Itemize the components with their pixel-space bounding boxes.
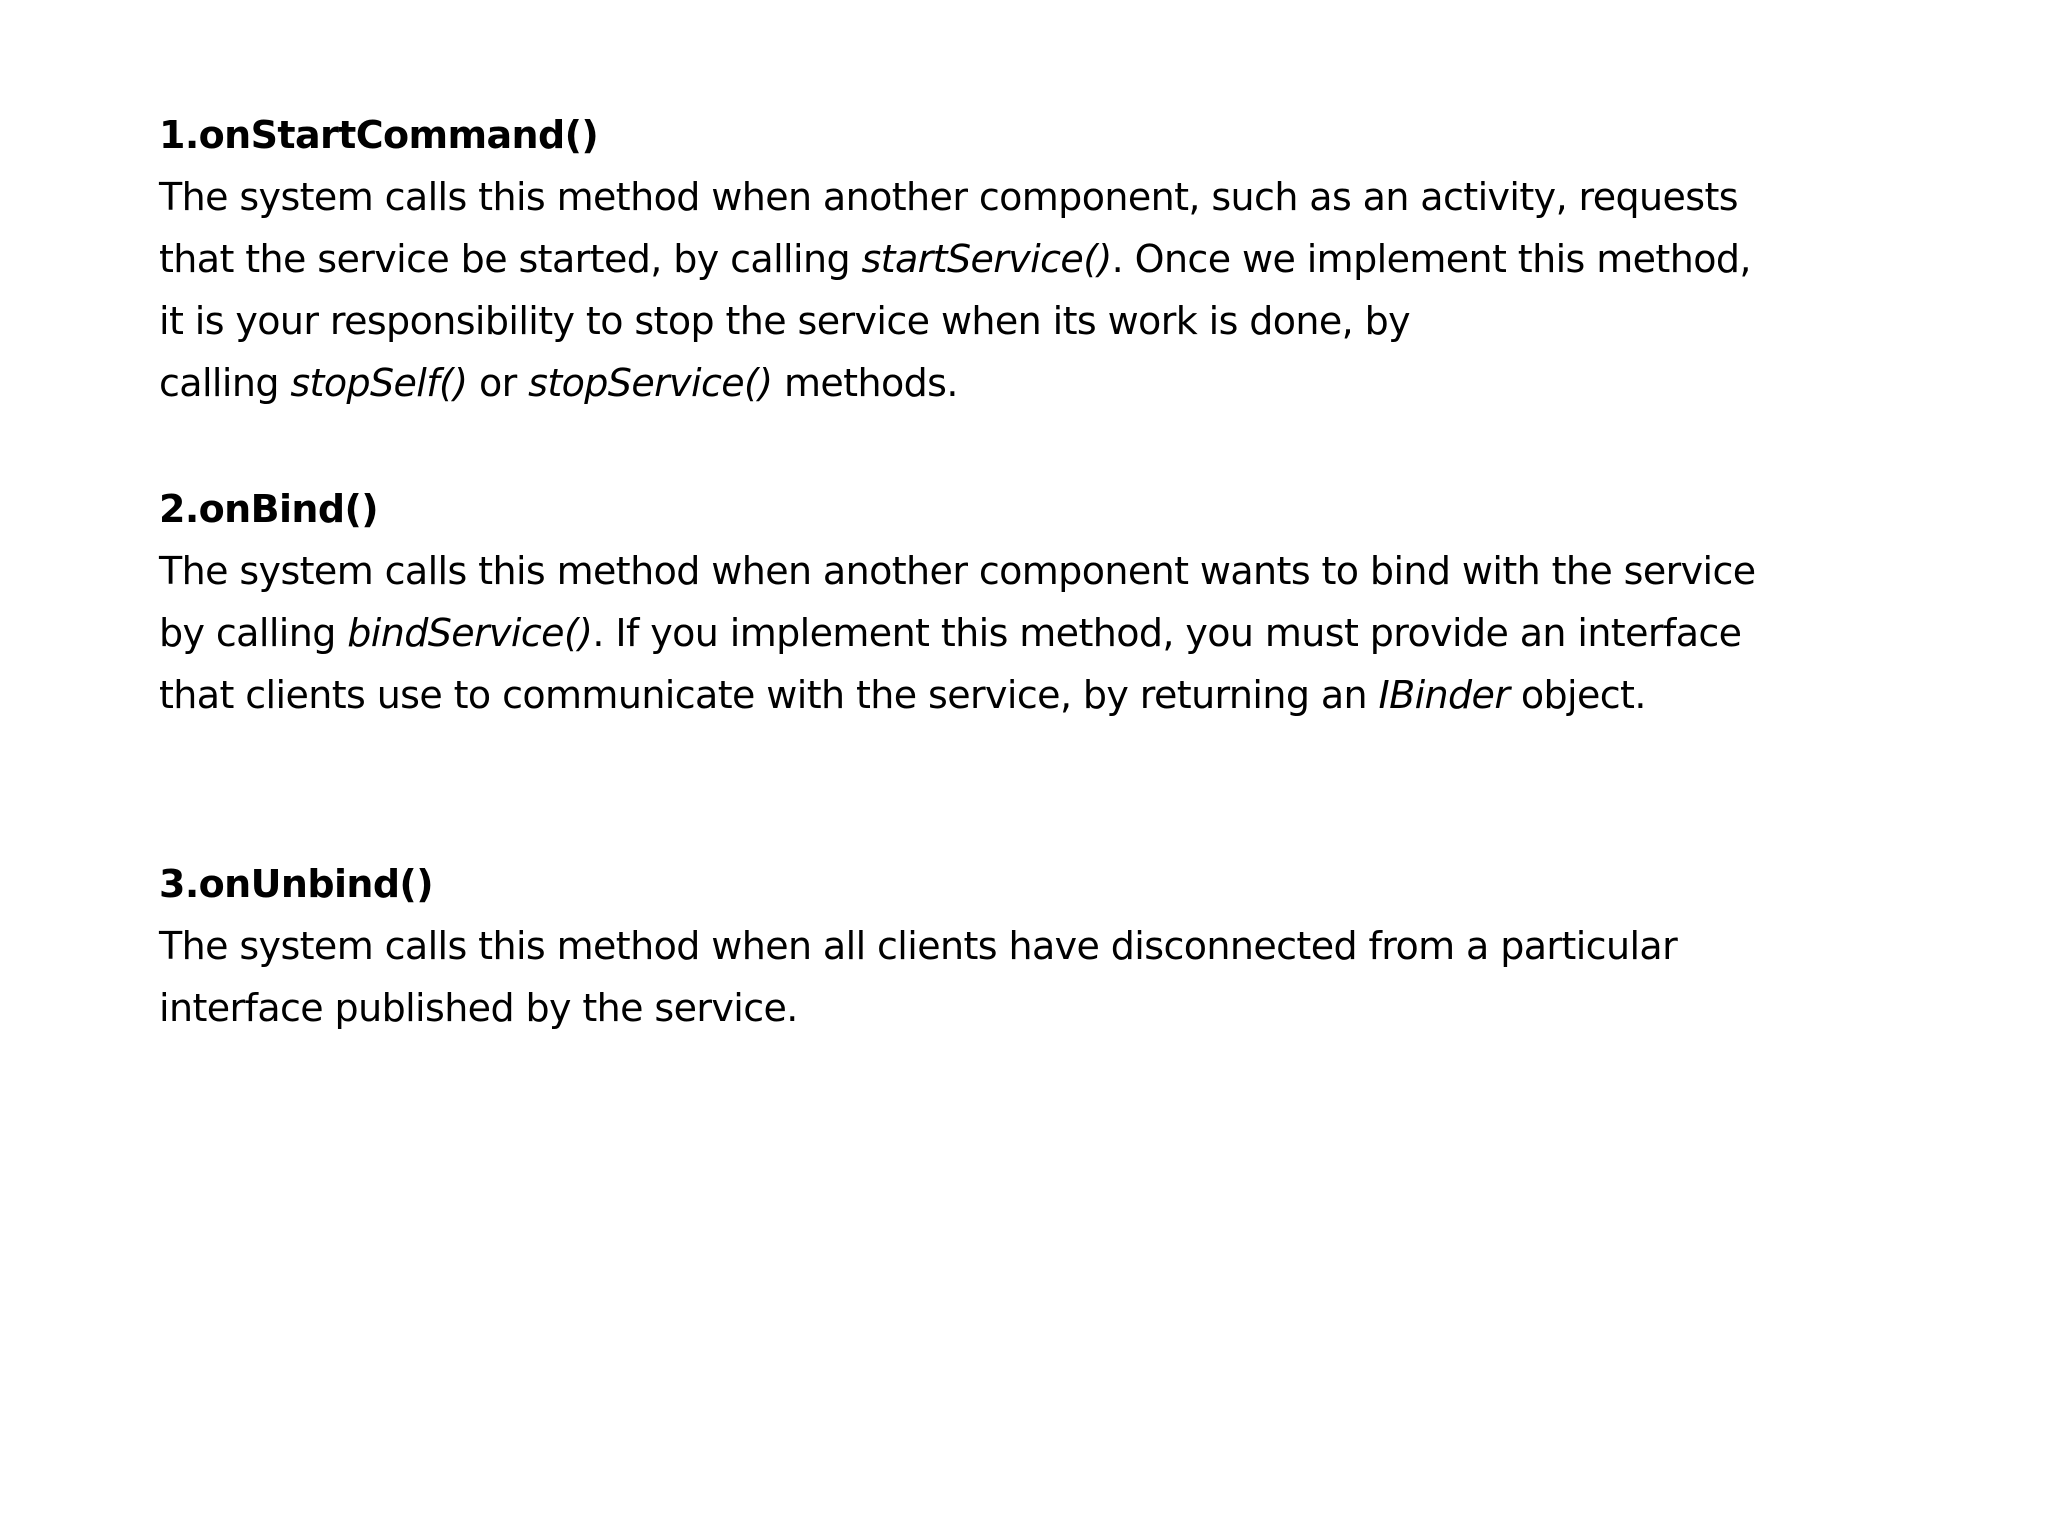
text-run: object.	[1509, 673, 1646, 717]
method-name-stop-service: stopService()	[528, 361, 773, 405]
paragraph-line	[159, 540, 1999, 602]
text-run: calling	[159, 361, 291, 405]
type-name-ibinder: IBinder	[1378, 673, 1510, 717]
paragraph-line	[159, 228, 1999, 290]
paragraph-line	[159, 166, 1999, 228]
section-heading: 1.onStartCommand()	[159, 113, 599, 157]
text-run: by calling	[159, 611, 348, 655]
text-run: interface published by the service.	[159, 986, 798, 1030]
text-run: that clients use to communicate with the service, by returning an	[159, 673, 1379, 717]
text-run: or	[467, 361, 529, 405]
section-heading: 3.onUnbind()	[159, 862, 433, 906]
method-name-bind-service: bindService()	[347, 611, 593, 655]
text-run: The system calls this method when all clients have disconnected from a particular	[159, 924, 1678, 968]
paragraph-line	[159, 352, 1999, 414]
method-name-start-service: startService()	[861, 237, 1112, 281]
section-heading: 2.onBind()	[159, 487, 379, 531]
text-run: that the service be started, by calling	[159, 237, 862, 281]
paragraph-line	[159, 915, 1999, 977]
paragraph-line	[159, 290, 1999, 352]
text-run: The system calls this method when another component, such as an activity, requests	[159, 175, 1738, 219]
text-run: The system calls this method when another component wants to bind with the service	[159, 549, 1756, 593]
text-run: methods.	[772, 361, 958, 405]
text-run: . If you implement this method, you must provide an interface	[592, 611, 1742, 655]
section-on-unbind	[159, 853, 1999, 1039]
section-on-start-command	[159, 104, 1999, 414]
paragraph-line	[159, 977, 1999, 1039]
paragraph-line	[159, 664, 1999, 726]
text-run: it is your responsibility to stop the service when its work is done, by	[159, 299, 1411, 343]
paragraph-line	[159, 602, 1999, 664]
section-on-bind	[159, 478, 1999, 726]
text-run: . Once we implement this method,	[1111, 237, 1751, 281]
method-name-stop-self: stopSelf()	[290, 361, 468, 405]
